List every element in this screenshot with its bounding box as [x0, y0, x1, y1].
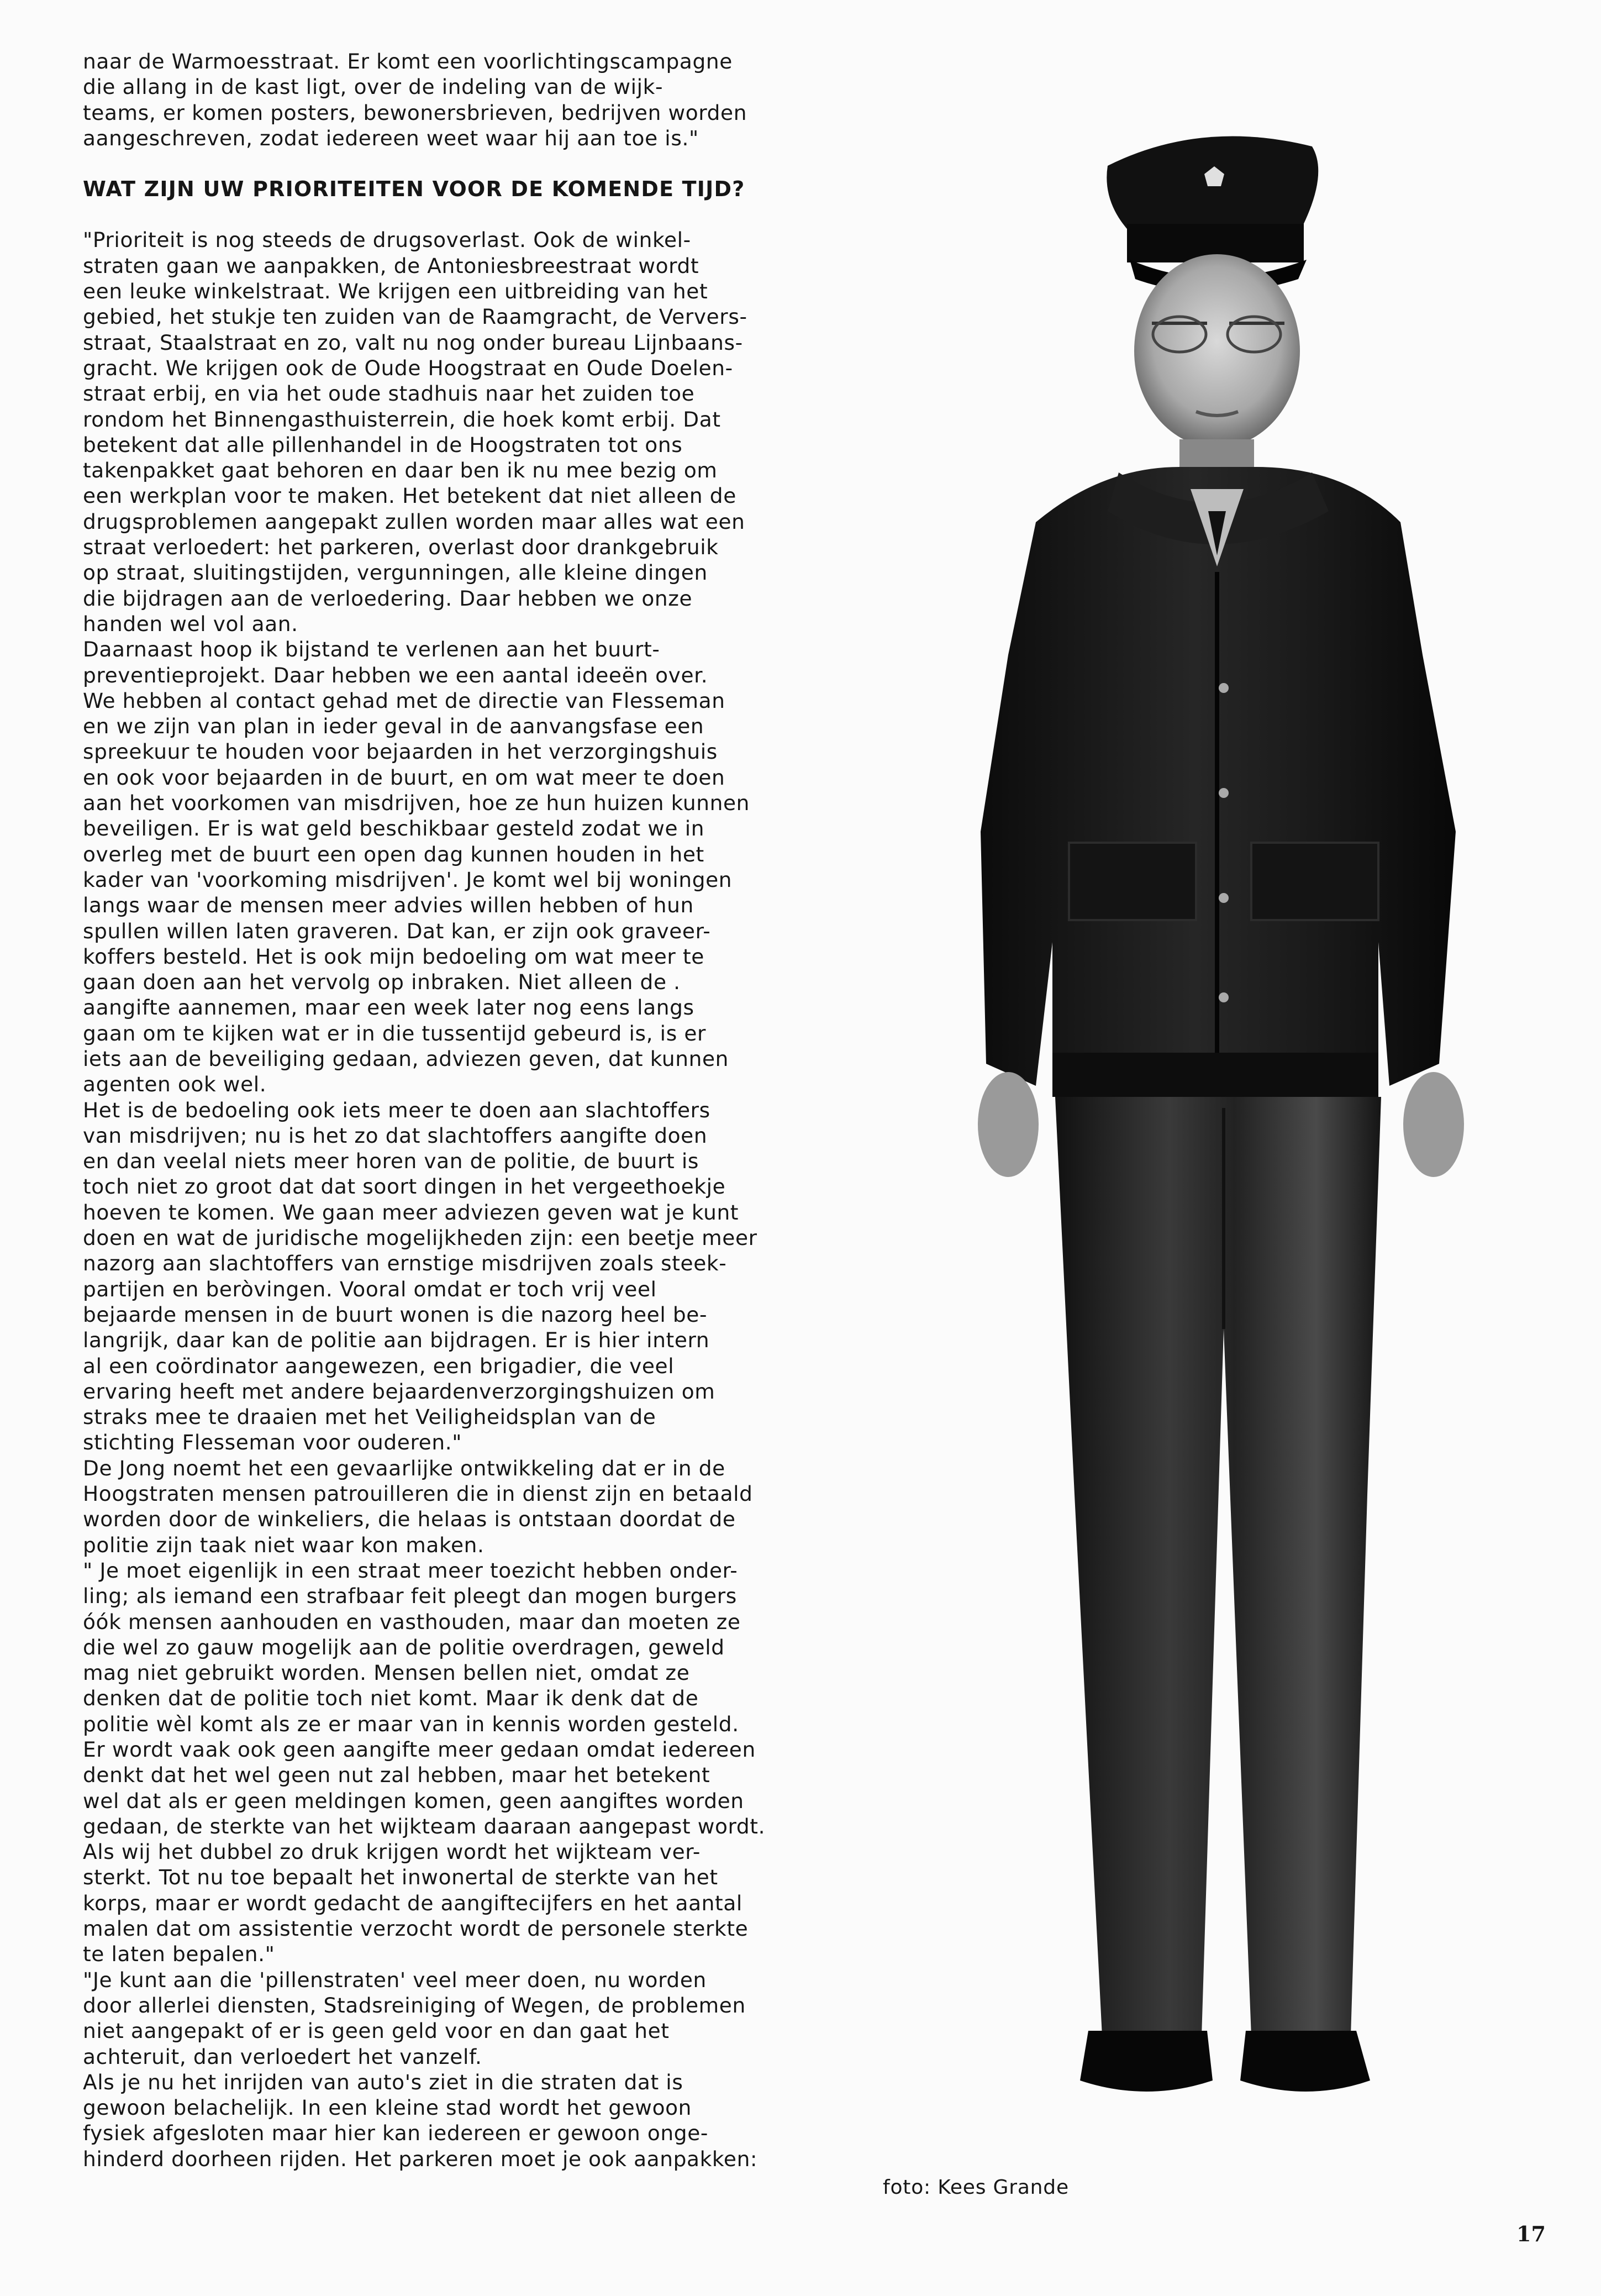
article-line: toch niet zo groot dat dat soort dingen in het vergeethoekje [83, 1174, 726, 1199]
pocket-flap [1251, 843, 1378, 920]
article-line: door allerlei diensten, Stadsreiniging of Wegen, de problemen [83, 1993, 746, 2017]
article-line: óók mensen aanhouden en vasthouden, maar dan moeten ze [83, 1609, 741, 1634]
article-line: gaan doen aan het vervolg op inbraken. Niet alleen de . [83, 970, 681, 995]
article-text-column [83, 49, 862, 2172]
page-number: 17 [1516, 2221, 1546, 2246]
article-line: partijen en beròvingen. Vooral omdat er toch vrij veel [83, 1276, 657, 1301]
article-line: te laten bepalen." [83, 1942, 275, 1967]
article-line: Als je nu het inrijden van auto's ziet in die straten dat is [83, 2069, 683, 2094]
uniform-trousers [1055, 1097, 1381, 2036]
article-line: Daarnaast hoop ik bijstand te verlenen aan het buurt- [83, 637, 660, 662]
article-line: en we zijn van plan in ieder geval in de aanvangsfase een [83, 714, 704, 739]
article-line: nazorg aan slachtoffers van ernstige misdrijven zoals steek- [83, 1251, 727, 1276]
article-line: iets aan de beveiliging gedaan, adviezen geven, dat kunnen [83, 1046, 729, 1071]
article-line: die bijdragen aan de verloedering. Daar hebben we onze [83, 586, 693, 611]
article-line: gewoon belachelijk. In een kleine stad wordt het gewoon [83, 2095, 692, 2120]
article-line: al een coördinator aangewezen, een brigadier, die veel [83, 1353, 675, 1378]
article-line: straat erbij, en via het oude stadhuis naar het zuiden toe [83, 381, 695, 406]
article-line: achteruit, dan verloedert het vanzelf. [83, 2044, 482, 2069]
article-line: handen wel vol aan. [83, 611, 298, 636]
article-line: en ook voor bejaarden in de buurt, en om wat meer te doen [83, 765, 725, 790]
article-line: naar de Warmoesstraat. Er komt een voorlichtingscampagne [83, 49, 733, 73]
left-hand [978, 1072, 1039, 1177]
article-line: bejaarde mensen in de buurt wonen is die nazorg heel be- [83, 1302, 708, 1327]
article-line: beveiligen. Er is wat geld beschikbaar gesteld zodat we in [83, 816, 705, 841]
article-line: overleg met de buurt een open dag kunnen houden in het [83, 842, 704, 866]
article-line: denken dat de politie toch niet komt. Maar ik denk dat de [83, 1686, 699, 1711]
article-line: hoeven te komen. We gaan meer adviezen geven wat je kunt [83, 1200, 739, 1225]
pocket-flap [1069, 843, 1196, 920]
article-line: mag niet gebruikt worden. Mensen bellen niet, omdat ze [83, 1661, 690, 1685]
article-line: denkt dat het wel geen nut zal hebben, maar het betekent [83, 1763, 710, 1788]
article-line: We hebben al contact gehad met de directie van Flesseman [83, 688, 725, 713]
article-line: Het is de bedoeling ook iets meer te doen aan slachtoffers [83, 1097, 710, 1122]
article-line: en dan veelal niets meer horen van de politie, de buurt is [83, 1149, 699, 1174]
left-shoe [1080, 2031, 1213, 2092]
section-heading: WAT ZIJN UW PRIORITEITEN VOOR DE KOMENDE TIJD? [83, 177, 745, 202]
article-line: die wel zo gauw mogelijk aan de politie overdragen, geweld [83, 1635, 725, 1659]
article-line: spullen willen laten graveren. Dat kan, er zijn ook graveer- [83, 918, 711, 943]
article-line: straks mee te draaien met het Veiligheidsplan van de [83, 1405, 656, 1430]
article-line: aan het voorkomen van misdrijven, hoe ze hun huizen kunnen [83, 791, 750, 816]
article-line: malen dat om assistentie verzocht wordt de personele sterkte [83, 1916, 749, 1941]
article-line: politie wèl komt als ze er maar van in kennis worden gesteld. [83, 1711, 739, 1736]
article-line: drugsproblemen aangepakt zullen worden maar alles wat een [83, 509, 745, 534]
article-line: een leuke winkelstraat. We krijgen een uitbreiding van het [83, 279, 708, 304]
article-line: politie zijn taak niet waar kon maken. [83, 1532, 484, 1557]
article-line: kader van 'voorkoming misdrijven'. Je komt wel bij woningen [83, 867, 733, 892]
article-line: doen en wat de juridische mogelijkheden zijn: een beetje meer [83, 1226, 757, 1251]
article-line: een werkplan voor te maken. Het betekent dat niet alleen de [83, 484, 736, 508]
article-line: rondom het Binnengasthuisterrein, die hoek komt erbij. Dat [83, 407, 721, 432]
police-officer-photo [870, 113, 1577, 2136]
article-line: hinderd doorheen rijden. Het parkeren moet je ook aanpakken: [83, 2146, 758, 2171]
article-line: betekent dat alle pillenhandel in de Hoogstraten tot ons [83, 432, 683, 457]
article-line: straten gaan we aanpakken, de Antoniesbreestraat wordt [83, 253, 699, 278]
article-line: wel dat als er geen meldingen komen, geen aangiftes worden [83, 1788, 744, 1813]
article-line: Als wij het dubbel zo druk krijgen wordt het wijkteam ver- [83, 1840, 701, 1864]
article-line: gedaan, de sterkte van het wijkteam daaraan aangepast wordt. [83, 1814, 766, 1838]
article-line: "Je kunt aan die 'pillenstraten' veel meer doen, nu worden [83, 1967, 707, 1992]
article-line: korps, maar er wordt gedacht de aangiftecijfers en het aantal [83, 1890, 742, 1915]
article-line: ervaring heeft met andere bejaardenverzorgingshuizen om [83, 1379, 715, 1404]
article-line: straat, Staalstraat en zo, valt nu nog onder bureau Lijnbaans- [83, 330, 743, 355]
article-line: aangeschreven, zodat iedereen weet waar hij aan toe is." [83, 125, 699, 150]
article-line: van misdrijven; nu is het zo dat slachtoffers aangifte doen [83, 1123, 708, 1148]
article-line: spreekuur te houden voor bejaarden in het verzorgingshuis [83, 739, 718, 764]
officer-face [1134, 254, 1300, 472]
article-line: agenten ook wel. [83, 1072, 267, 1097]
article-line: takenpakket gaat behoren en daar ben ik nu mee bezig om [83, 458, 718, 483]
article-line: straat verloedert: het parkeren, overlast door drankgebruik [83, 535, 719, 560]
article-body [83, 227, 862, 2172]
article-line: worden door de winkeliers, die helaas is ontstaan doordat de [83, 1507, 736, 1532]
article-line: langs waar de mensen meer advies willen hebben of hun [83, 893, 694, 918]
uniform-jacket [981, 467, 1456, 1097]
article-line: op straat, sluitingstijden, vergunningen, alle kleine dingen [83, 560, 708, 585]
article-line: "Prioriteit is nog steeds de drugsoverlast. Ook de winkel- [83, 228, 691, 253]
article-line: " Je moet eigenlijk in een straat meer toezicht hebben onder- [83, 1558, 738, 1583]
article-line: fysiek afgesloten maar hier kan iedereen er gewoon onge- [83, 2121, 708, 2146]
article-line: gaan om te kijken wat er in die tussentijd gebeurd is, is er [83, 1021, 707, 1045]
article-line: gracht. We krijgen ook de Oude Hoogstraat en Oude Doelen- [83, 355, 733, 380]
article-line: preventieprojekt. Daar hebben we een aantal ideeën over. [83, 663, 708, 687]
photo-credit: foto: Kees Grande [883, 2176, 1069, 2199]
article-intro-paragraph [83, 49, 862, 151]
article-line: langrijk, daar kan de politie aan bijdragen. Er is hier intern [83, 1328, 710, 1353]
article-line: niet aangepakt of er is geen geld voor en dan gaat het [83, 2019, 670, 2043]
right-hand [1403, 1072, 1464, 1177]
article-line: stichting Flesseman voor ouderen." [83, 1430, 462, 1455]
right-shoe [1240, 2031, 1370, 2092]
article-line: De Jong noemt het een gevaarlijke ontwikkeling dat er in de [83, 1456, 725, 1480]
article-line: Er wordt vaak ook geen aangifte meer gedaan omdat iedereen [83, 1737, 756, 1762]
article-line: teams, er komen posters, bewonersbrieven, bedrijven worden [83, 100, 747, 125]
article-line: sterkt. Tot nu toe bepaalt het inwonertal de sterkte van het [83, 1865, 718, 1890]
article-line: gebied, het stukje ten zuiden van de Raamgracht, de Ververs- [83, 304, 747, 329]
article-line: ling; als iemand een strafbaar feit pleegt dan mogen burgers [83, 1584, 737, 1609]
article-line: die allang in de kast ligt, over de indeling van de wijk- [83, 75, 663, 99]
article-line: Hoogstraten mensen patrouilleren die in dienst zijn en betaald [83, 1481, 753, 1506]
article-line: koffers besteld. Het is ook mijn bedoeling om wat meer te [83, 944, 704, 969]
article-line: aangifte aannemen, maar een week later nog eens langs [83, 995, 694, 1020]
